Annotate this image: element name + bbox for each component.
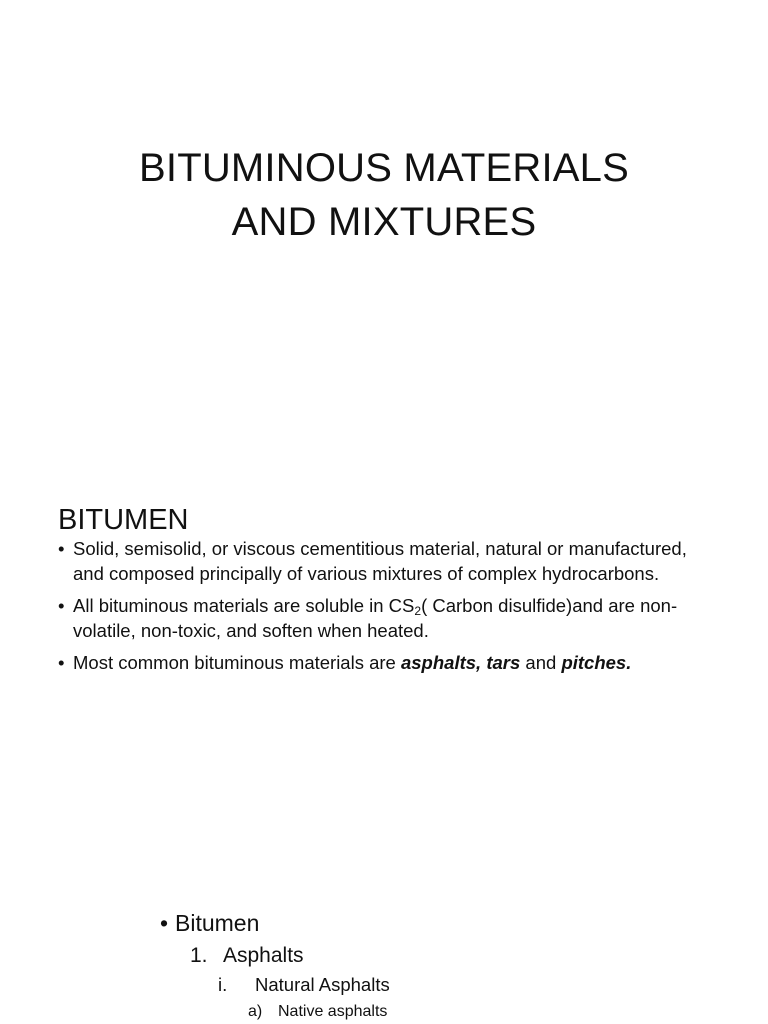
list-marker-i: i. <box>218 974 228 995</box>
classification-slide <box>0 880 768 1024</box>
bullet-solubility <box>58 593 708 643</box>
section-heading: BITUMEN <box>58 504 189 537</box>
hierarchy-label-asphalts: Asphalts <box>223 944 304 967</box>
bullet-definition <box>58 536 708 586</box>
term-asphalts: asphalts <box>400 652 477 673</box>
list-marker-1: 1. <box>190 944 208 967</box>
bullet-solubility-text-after: ( Carbon disulfide)and are non-volatile, non-toxic, and soften when heated. <box>73 595 678 641</box>
bullet-common-materials <box>58 650 708 675</box>
term-pitches: pitches. <box>561 652 632 673</box>
hierarchy-level-0 <box>160 908 259 938</box>
slide-title-line-1: BITUMINOUS MATERIALS <box>139 145 629 190</box>
list-marker-a: a) <box>248 1003 263 1020</box>
bullet-marker: • <box>160 910 169 936</box>
bullet-definition-text: Solid, semisolid, or viscous cementitious material, natural or manufactured, and composed principally of various mixtures of complex hydrocarbons. <box>73 538 687 584</box>
hierarchy-level-2 <box>218 973 390 997</box>
title-slide <box>0 0 768 448</box>
term-separator-comma: , <box>476 652 487 673</box>
bitumen-slide <box>0 448 768 880</box>
bullet-common-lead: Most common bituminous materials are <box>73 652 401 673</box>
term-separator-and: and <box>520 652 562 673</box>
subscript-2: 2 <box>414 604 422 618</box>
hierarchy-label-bitumen: Bitumen <box>175 910 260 936</box>
hierarchy-label-natural-asphalts: Natural Asphalts <box>255 974 390 995</box>
slide-title <box>0 141 768 249</box>
slide-title-line-2: AND MIXTURES <box>231 199 537 244</box>
term-tars: tars <box>486 652 521 673</box>
hierarchy-level-3 <box>248 1001 387 1022</box>
hierarchy-label-native-asphalts: Native asphalts <box>278 1003 388 1020</box>
bullet-list <box>58 536 708 682</box>
bullet-solubility-text-before: All bituminous materials are soluble in CS <box>73 595 415 616</box>
hierarchy-level-1 <box>190 942 304 970</box>
